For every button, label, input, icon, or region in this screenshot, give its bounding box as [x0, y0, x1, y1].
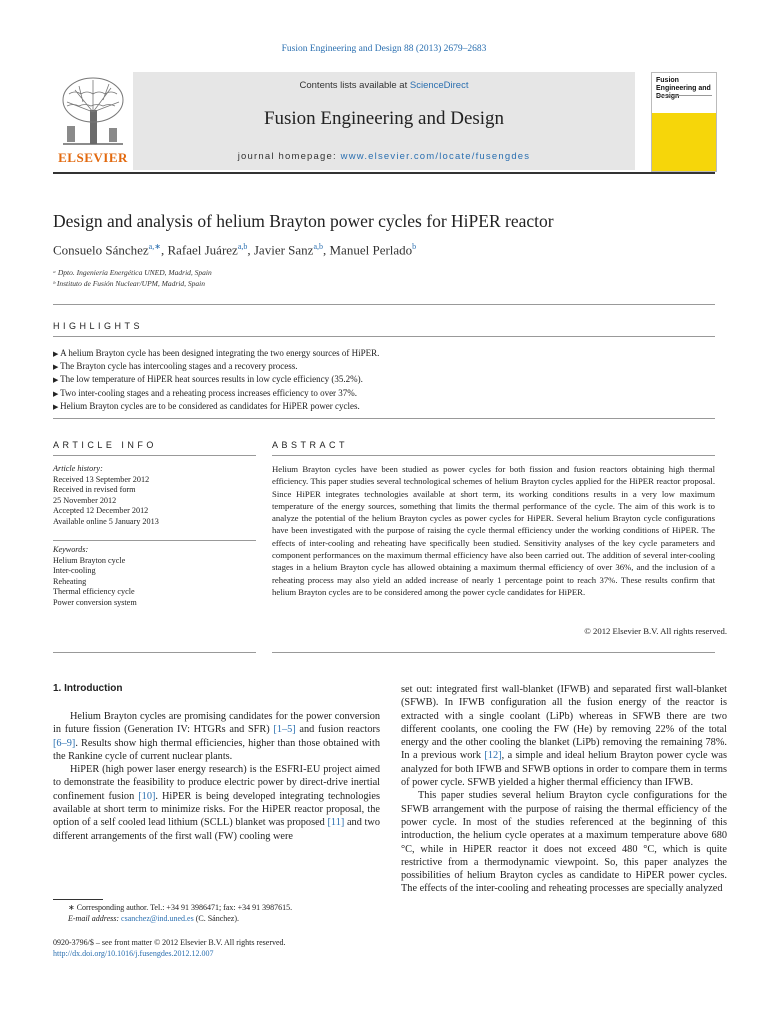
cover-title: Fusion Engineering and Design — [656, 77, 711, 100]
highlight-item: ▶ Two inter-cooling stages and a reheating process increases efficiency to over 37%. — [53, 387, 715, 400]
email-label: E-mail address: — [68, 913, 122, 923]
keyword: Reheating — [53, 576, 87, 586]
citation-link[interactable]: [11] — [327, 817, 345, 829]
sciencedirect-link[interactable]: ScienceDirect — [409, 80, 469, 91]
text-run: Helium Brayton cycles are promising candidates for the power conversion in future fission (Generation IV: HTGRs and SFR) — [53, 711, 380, 736]
article-history — [53, 464, 256, 527]
cover-divider — [656, 95, 712, 106]
footnote-rule — [53, 899, 103, 900]
citation-link[interactable]: [1–5] — [273, 724, 296, 736]
text-run: HiPER (high power laser energy research) is the ESFRI-EU project aimed to demonstrate the feasibility to produce electric power by direct-drive inertial confinement fusion — [53, 764, 380, 802]
issn-block — [53, 937, 453, 959]
citation-link[interactable]: [6–9] — [53, 737, 76, 749]
text-run: and two different arrangements of the first wall (FW) cooling were — [53, 817, 380, 842]
affiliation-b: ᵇ Instituto de Fusión Nuclear/UPM, Madrid, Spain — [53, 279, 206, 288]
citation-link[interactable]: [12] — [484, 750, 502, 762]
history-line: Received in revised form — [53, 485, 136, 494]
affiliation-a: ᵃ Dpto. Ingeniería Energética UNED, Madrid, Spain — [53, 268, 212, 277]
email-line — [53, 914, 380, 925]
journal-title: Fusion Engineering and Design — [263, 108, 505, 129]
contents-available-line — [133, 80, 635, 91]
history-label: Article history: — [53, 464, 103, 473]
text-run: . Results show high thermal efficiencies, higher than those obtained with the Rankine cycle of current nuclear plants. — [53, 737, 380, 762]
divider — [53, 652, 256, 653]
author-name[interactable]: Manuel Perlado — [329, 242, 413, 258]
divider — [53, 336, 715, 337]
keywords — [53, 545, 256, 608]
body-column-right — [401, 683, 727, 896]
divider — [53, 304, 715, 305]
text-run: set out: integrated first wall-blanket (IFWB) and separated first wall-blanket (SFWB). In IFWB configuration all the fusion energy of the reactor is extracted with a single coolant (LiPb) whereas in SFWB there are two different coolants, one cooling the FW (He) by removing 22% of the total energy and the other cooling the blanket (LiPb) removing the remaining 78%. In a previous work — [401, 684, 727, 762]
text-run: , a simple and ideal helium Brayton power cycle was analyzed for both IFWB and SFWB options in order to compare them in terms of power cycle. SFWB yielded a higher thermal efficiency than IFWB. — [401, 750, 727, 789]
email-suffix: (C. Sánchez). — [193, 913, 240, 923]
highlight-item: ▶ The Brayton cycle has intercooling stages and a recovery process. — [53, 360, 715, 373]
history-line: Accepted 12 December 2012 — [53, 506, 149, 515]
homepage-prefix: journal homepage: — [237, 151, 341, 162]
abstract-text: Helium Brayton cycles have been studied as power cycles for both fission and fusion reactors obtaining high thermal efficiency. This paper studies several technological schemes of helium Brayton cycles applied for the HiPER reactor proposal. Since HiPER integrates technologies available at short term, its working conditions results in a very low maximum temperature of the energy sources, something that limits the thermal performance of the cycle. The aim of this work is to analyze the potential of the helium Brayton cycles as power cycles for HiPER. Several helium Brayton cycle configurations have been investigated with the purpose of raising the cycle thermal efficiency under the working conditions of HiPER. The effects of inter-cooling and reheating have specifically been studied. Sensitivity analyses of the key cycle parameters and component performances on the maximum thermal efficiency have also been carried out. The addition of several inter-cooling stages in a helium Brayton cycle has allowed obtaining a maximum thermal efficiency of over 36%, and the inclusion of a reheating process may also yield an added increase of nearly 1 percentage point to reach 37%. These results confirm that helium Brayton cycles are to be considered among the power cycle candidates for HiPER. — [272, 464, 715, 597]
journal-cover-thumbnail[interactable] — [651, 72, 717, 172]
email-link[interactable]: csanchez@ind.uned.es — [121, 913, 194, 923]
author-name[interactable]: Javier Sanz — [253, 242, 314, 258]
highlight-item: ▶ The low temperature of HiPER heat sources results in low cycle efficiency (35.2%). — [53, 373, 715, 386]
keyword: Power conversion system — [53, 597, 137, 607]
paragraph: This paper studies several helium Brayton cycle configurations for the SFWB arrangement with the purpose of raising the thermal efficiency of the power cycle. In most of the studies referenced at the beginning of this introduction, the helium cycle operates at a maximum temperature above 680 °C, while in HiPER reactor it does not exceed 480 °C, which is quite restrictive from a thermodynamic viewpoint. So, this paper analyzes the possibilities of helium Brayton cycles as candidate to HiPER power cycles. The effects of the inter-cooling and reheating processes are specially analyzed — [401, 790, 727, 895]
keyword: Helium Brayton cycle — [53, 555, 126, 565]
journal-homepage-line — [133, 151, 635, 162]
author-name[interactable]: Rafael Juárez — [167, 242, 238, 258]
divider — [272, 652, 715, 653]
author-affiliation-marker[interactable]: a,∗ — [148, 242, 161, 251]
homepage-link[interactable]: www.elsevier.com/locate/fusengdes — [340, 151, 531, 162]
highlights-heading: HIGHLIGHTS — [53, 321, 144, 331]
paper-title: Design and analysis of helium Brayton power cycles for HiPER reactor — [53, 211, 554, 231]
keyword: Thermal efficiency cycle — [53, 587, 135, 596]
text-run: and fusion reactors — [295, 724, 380, 736]
highlight-item: ▶ A helium Brayton cycle has been designed integrating the two energy sources of HiPER. — [53, 347, 715, 360]
paragraph — [53, 710, 380, 763]
keyword: Inter-cooling — [53, 566, 96, 575]
tree-icon — [53, 72, 133, 150]
section-heading-introduction: 1. Introduction — [53, 683, 123, 694]
body-column-left — [53, 710, 380, 843]
author-list: Consuelo Sánchez$^{a,∗}$, Rafael Juárez$^{a,b}$, Javier Sanz$^{a,b}$, Manuel Perlado$^b$ — [53, 242, 417, 258]
highlight-item: ▶ Helium Brayton cycles are to be considered as candidates for HiPER power cycles. — [53, 400, 715, 413]
history-line: Available online 5 January 2013 — [53, 516, 159, 526]
corresponding-author-note: ∗ Corresponding author. Tel.: +34 91 3986471; fax: +34 91 3987615. — [68, 903, 293, 912]
citation-link[interactable]: [10] — [138, 790, 156, 802]
footnote — [53, 903, 380, 924]
author-affiliation-marker[interactable]: b — [412, 242, 417, 251]
author-name[interactable]: Consuelo Sánchez — [53, 242, 149, 258]
article-info-heading: ARTICLE INFO — [53, 440, 157, 450]
divider — [53, 540, 256, 541]
doi-link[interactable]: http://dx.doi.org/10.1016/j.fusengdes.2012.12.007 — [53, 949, 214, 958]
abstract-heading: ABSTRACT — [272, 440, 349, 450]
paragraph — [53, 763, 380, 843]
issn-line: 0920-3796/$ – see front matter © 2012 Elsevier B.V. All rights reserved. — [53, 938, 286, 947]
journal-citation[interactable]: Fusion Engineering and Design 88 (2013) 2679–2683 — [281, 44, 487, 54]
elsevier-wordmark: ELSEVIER — [58, 150, 128, 165]
history-line: 25 November 2012 — [53, 495, 117, 505]
divider — [53, 455, 256, 456]
author-affiliation-marker[interactable]: a,b — [237, 242, 248, 251]
contents-prefix: Contents lists available at — [299, 80, 410, 91]
history-line: Received 13 September 2012 — [53, 474, 150, 484]
text-run: . HiPER is being developed integrating technologies available at short term to minimize risks. For the HiPER reactor proposal, the option of a self cooled lead lithium (SCLL) blanket was proposed — [53, 790, 380, 829]
header-rule — [53, 172, 715, 174]
author-affiliation-marker[interactable]: a,b — [313, 242, 323, 251]
divider — [272, 455, 715, 456]
paragraph — [401, 683, 727, 789]
keywords-label: Keywords: — [53, 545, 89, 554]
highlights-list — [53, 347, 715, 413]
copyright-notice: © 2012 Elsevier B.V. All rights reserved. — [584, 626, 727, 636]
divider — [53, 418, 715, 419]
